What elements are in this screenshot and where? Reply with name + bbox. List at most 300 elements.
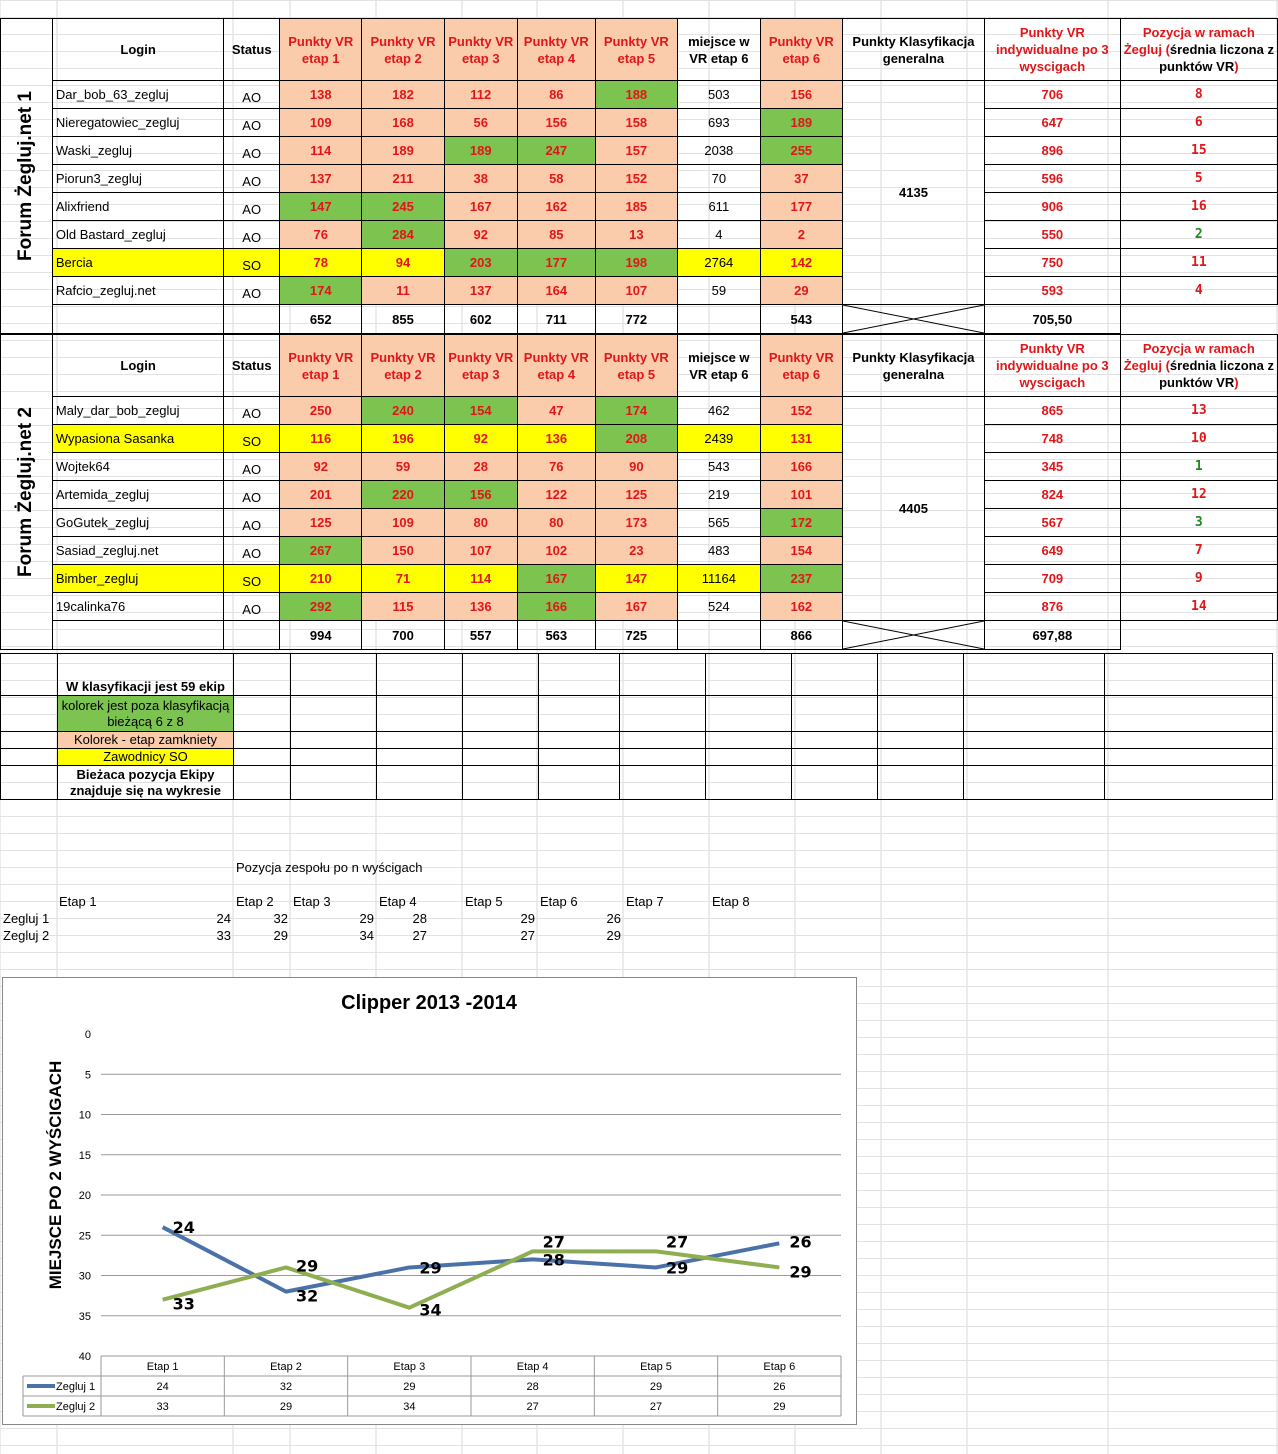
team-position: 5 xyxy=(1120,165,1277,193)
place-etap-6: 11164 xyxy=(677,565,760,593)
place-etap-6: 693 xyxy=(677,109,760,137)
points-etap-3: 137 xyxy=(444,277,517,305)
login-cell[interactable]: Alixfriend xyxy=(52,193,223,221)
team-position: 11 xyxy=(1120,249,1277,277)
points-etap-3: 56 xyxy=(444,109,517,137)
place-etap-6: 524 xyxy=(677,593,760,621)
individual-points: 649 xyxy=(984,537,1120,565)
crossed-cell xyxy=(842,305,984,334)
y-tick-label: 15 xyxy=(78,1149,91,1162)
team-name: Forum Żegluj.net 1 xyxy=(15,91,37,261)
status-cell: AO xyxy=(224,537,280,565)
data-label: 27 xyxy=(542,1232,565,1252)
individual-points: 906 xyxy=(984,193,1120,221)
points-etap-3: 136 xyxy=(444,593,517,621)
points-etap-6: 131 xyxy=(760,425,842,453)
points-etap-2: 189 xyxy=(362,137,444,165)
total-etap-7: 866 xyxy=(760,621,842,650)
team-position: 6 xyxy=(1120,109,1277,137)
total-etap-3: 602 xyxy=(444,305,517,334)
header-ind: Punkty VR indywidualne po 3 wyscigach xyxy=(984,335,1120,397)
status-cell: AO xyxy=(224,453,280,481)
team-position: 15 xyxy=(1120,137,1277,165)
team-position: 10 xyxy=(1120,425,1277,453)
points-etap-3: 156 xyxy=(444,481,517,509)
points-etap-6: 37 xyxy=(760,165,842,193)
status-cell: SO xyxy=(224,565,280,593)
total-etap-6 xyxy=(677,305,760,334)
points-etap-6: 237 xyxy=(760,565,842,593)
team-name-cell xyxy=(1,19,53,334)
points-etap-3: 189 xyxy=(444,137,517,165)
team-position: 1 xyxy=(1120,453,1277,481)
login-cell[interactable]: 19calinka76 xyxy=(52,593,223,621)
data-table-value: 32 xyxy=(279,1381,293,1393)
x-category-label: Etap 3 xyxy=(393,1361,426,1373)
data-label: 34 xyxy=(419,1300,442,1320)
chart-title: Clipper 2013 -2014 xyxy=(341,992,517,1014)
x-category-label: Etap 5 xyxy=(640,1361,672,1373)
total-etap-5: 772 xyxy=(595,305,677,334)
individual-points: 647 xyxy=(984,109,1120,137)
points-etap-6: 255 xyxy=(760,137,842,165)
points-etap-1: 109 xyxy=(280,109,362,137)
team-position: 3 xyxy=(1120,509,1277,537)
header-e1: Punkty VR etap 1 xyxy=(280,335,362,397)
team-average: 705,50 xyxy=(984,305,1120,334)
status-cell: AO xyxy=(224,137,280,165)
team-position: 7 xyxy=(1120,537,1277,565)
points-etap-6: 142 xyxy=(760,249,842,277)
points-etap-5: 13 xyxy=(595,221,677,249)
table-row xyxy=(1,481,1278,509)
y-tick-label: 0 xyxy=(84,1029,91,1041)
table-row xyxy=(1,537,1278,565)
login-cell[interactable]: Nieregatowiec_zegluj xyxy=(52,109,223,137)
points-etap-1: 125 xyxy=(280,509,362,537)
header-e4: Punkty VR etap 4 xyxy=(517,19,595,81)
individual-points: 706 xyxy=(984,81,1120,109)
place-etap-6: 503 xyxy=(677,81,760,109)
summary-title: Pozycja zespołu po n wyścigach xyxy=(236,860,423,875)
legend-table xyxy=(0,653,1273,800)
summary-value: 34 xyxy=(359,928,374,943)
summary-row-name: Zegluj 1 xyxy=(3,911,50,926)
data-label: 29 xyxy=(296,1256,319,1276)
points-etap-2: 240 xyxy=(362,397,444,425)
header-m6: miejsce w VR etap 6 xyxy=(677,335,760,397)
total-etap-3: 557 xyxy=(444,621,517,650)
team-position: 9 xyxy=(1120,565,1277,593)
x-category-label: Etap 6 xyxy=(763,1361,796,1373)
klasyfikacja-value: 4135 xyxy=(842,81,984,305)
individual-points: 824 xyxy=(984,481,1120,509)
points-etap-6: 172 xyxy=(760,509,842,537)
points-etap-5: 157 xyxy=(595,137,677,165)
team-position: 4 xyxy=(1120,277,1277,305)
x-category-label: Etap 1 xyxy=(146,1361,179,1373)
points-etap-6: 29 xyxy=(760,277,842,305)
login-cell[interactable]: Artemida_zegluj xyxy=(52,481,223,509)
points-etap-2: 211 xyxy=(362,165,444,193)
table-row xyxy=(1,109,1278,137)
data-table-value: 29 xyxy=(649,1381,663,1393)
header-e6: Punkty VR etap 6 xyxy=(760,335,842,397)
data-label: 33 xyxy=(172,1294,195,1314)
points-etap-6: 156 xyxy=(760,81,842,109)
klasyfikacja-value: 4405 xyxy=(842,397,984,621)
data-table-value: 26 xyxy=(773,1381,786,1393)
points-etap-5: 147 xyxy=(595,565,677,593)
data-table-value: 27 xyxy=(526,1401,539,1413)
points-etap-4: 136 xyxy=(517,425,595,453)
points-etap-1: 174 xyxy=(280,277,362,305)
data-table-value: 28 xyxy=(526,1381,539,1393)
points-etap-6: 162 xyxy=(760,593,842,621)
points-etap-3: 92 xyxy=(444,221,517,249)
points-etap-2: 245 xyxy=(362,193,444,221)
summary-row-name: Zegluj 2 xyxy=(3,928,50,943)
data-table-value: 33 xyxy=(156,1401,169,1413)
team-position: 16 xyxy=(1120,193,1277,221)
table-row xyxy=(1,277,1278,305)
individual-points: 865 xyxy=(984,397,1120,425)
data-table-value: 34 xyxy=(403,1401,416,1413)
points-etap-1: 76 xyxy=(280,221,362,249)
points-etap-3: 154 xyxy=(444,397,517,425)
points-etap-5: 23 xyxy=(595,537,677,565)
points-etap-1: 292 xyxy=(280,593,362,621)
header-login: Login xyxy=(52,335,223,397)
status-cell: AO xyxy=(224,165,280,193)
data-table-value: 29 xyxy=(403,1381,416,1393)
login-cell[interactable]: GoGutek_zegluj xyxy=(52,509,223,537)
login-cell[interactable]: Wypasiona Sasanka xyxy=(52,425,223,453)
individual-points: 750 xyxy=(984,249,1120,277)
points-etap-4: 162 xyxy=(517,193,595,221)
points-etap-3: 167 xyxy=(444,193,517,221)
place-etap-6: 462 xyxy=(677,397,760,425)
legend-count: W klasyfikacji jest 59 ekip xyxy=(58,654,234,696)
points-etap-2: 284 xyxy=(362,221,444,249)
summary-value: 33 xyxy=(216,928,231,943)
x-category-label: Etap 2 xyxy=(270,1361,302,1373)
points-etap-4: 177 xyxy=(517,249,595,277)
table-row xyxy=(1,221,1278,249)
status-cell: SO xyxy=(224,249,280,277)
summary-value: 29 xyxy=(520,911,535,926)
login-cell[interactable]: Piorun3_zegluj xyxy=(52,165,223,193)
points-etap-2: 168 xyxy=(362,109,444,137)
points-etap-5: 185 xyxy=(595,193,677,221)
points-etap-1: 116 xyxy=(280,425,362,453)
table-row xyxy=(1,425,1278,453)
points-etap-2: 150 xyxy=(362,537,444,565)
team-position: 12 xyxy=(1120,481,1277,509)
place-etap-6: 611 xyxy=(677,193,760,221)
points-etap-1: 137 xyxy=(280,165,362,193)
points-etap-5: 173 xyxy=(595,509,677,537)
header-ind: Punkty VR indywidualne po 3 wyscigach xyxy=(984,19,1120,81)
status-cell: AO xyxy=(224,481,280,509)
place-etap-6: 543 xyxy=(677,453,760,481)
login-cell[interactable]: Bercia xyxy=(52,249,223,277)
points-etap-2: 115 xyxy=(362,593,444,621)
header-m6: miejsce w VR etap 6 xyxy=(677,19,760,81)
data-label: 32 xyxy=(296,1286,319,1306)
data-label: 29 xyxy=(666,1258,689,1278)
place-etap-6: 565 xyxy=(677,509,760,537)
points-etap-2: 59 xyxy=(362,453,444,481)
status-cell: AO xyxy=(224,81,280,109)
points-etap-2: 220 xyxy=(362,481,444,509)
points-etap-5: 125 xyxy=(595,481,677,509)
header-e6: Punkty VR etap 6 xyxy=(760,19,842,81)
team-table-2 xyxy=(0,334,1278,650)
team-table-1 xyxy=(0,18,1278,334)
header-status: Status xyxy=(224,19,280,81)
points-etap-3: 92 xyxy=(444,425,517,453)
summary-value: 29 xyxy=(606,928,621,943)
header-status: Status xyxy=(224,335,280,397)
points-etap-4: 247 xyxy=(517,137,595,165)
data-table-value: 29 xyxy=(773,1401,786,1413)
points-etap-1: 201 xyxy=(280,481,362,509)
table-row xyxy=(1,453,1278,481)
points-etap-5: 152 xyxy=(595,165,677,193)
place-etap-6: 70 xyxy=(677,165,760,193)
summary-etap-label: Etap 7 xyxy=(626,894,664,909)
points-etap-4: 166 xyxy=(517,593,595,621)
individual-points: 345 xyxy=(984,453,1120,481)
points-etap-2: 109 xyxy=(362,509,444,537)
place-etap-6: 4 xyxy=(677,221,760,249)
team-position: 2 xyxy=(1120,221,1277,249)
summary-value: 29 xyxy=(359,911,374,926)
points-etap-2: 182 xyxy=(362,81,444,109)
points-etap-3: 107 xyxy=(444,537,517,565)
header-login: Login xyxy=(52,19,223,81)
header-klas: Punkty Klasyfikacja generalna xyxy=(842,19,984,81)
total-etap-4: 711 xyxy=(517,305,595,334)
team-name-cell xyxy=(1,335,53,650)
summary-etap-label: Etap 8 xyxy=(712,894,750,909)
individual-points: 567 xyxy=(984,509,1120,537)
status-cell: AO xyxy=(224,193,280,221)
points-etap-6: 189 xyxy=(760,109,842,137)
points-etap-3: 112 xyxy=(444,81,517,109)
legend-series-name: Zegluj 1 xyxy=(56,1381,96,1393)
summary-value: 27 xyxy=(412,928,427,943)
data-label: 26 xyxy=(789,1232,812,1252)
total-etap-1: 652 xyxy=(280,305,362,334)
totals-row xyxy=(1,305,1278,334)
header-e3: Punkty VR etap 3 xyxy=(444,19,517,81)
status-cell: AO xyxy=(224,593,280,621)
login-cell[interactable]: Rafcio_zegluj.net xyxy=(52,277,223,305)
status-cell: AO xyxy=(224,397,280,425)
points-etap-4: 86 xyxy=(517,81,595,109)
individual-points: 748 xyxy=(984,425,1120,453)
legend-series-name: Zegluj 2 xyxy=(56,1401,96,1413)
points-etap-4: 164 xyxy=(517,277,595,305)
total-etap-1: 994 xyxy=(280,621,362,650)
header-pozycja: Pozycja w ramach Żegluj (średnia liczona z punktów VR) xyxy=(1120,19,1277,81)
individual-points: 550 xyxy=(984,221,1120,249)
login-cell[interactable]: Sasiad_zegluj.net xyxy=(52,537,223,565)
team-position: 8 xyxy=(1120,81,1277,109)
points-etap-2: 196 xyxy=(362,425,444,453)
points-etap-1: 250 xyxy=(280,397,362,425)
total-etap-2: 700 xyxy=(362,621,444,650)
points-etap-6: 2 xyxy=(760,221,842,249)
points-etap-4: 47 xyxy=(517,397,595,425)
total-etap-2: 855 xyxy=(362,305,444,334)
login-cell[interactable]: Waski_zegluj xyxy=(52,137,223,165)
status-cell: AO xyxy=(224,109,280,137)
header-klas: Punkty Klasyfikacja generalna xyxy=(842,335,984,397)
data-label: 28 xyxy=(542,1250,565,1270)
points-etap-3: 28 xyxy=(444,453,517,481)
points-etap-5: 188 xyxy=(595,81,677,109)
place-etap-6: 219 xyxy=(677,481,760,509)
summary-etap-label: Etap 4 xyxy=(379,894,417,909)
points-etap-5: 158 xyxy=(595,109,677,137)
data-label: 27 xyxy=(666,1232,689,1252)
total-etap-5: 725 xyxy=(595,621,677,650)
table-row xyxy=(1,397,1278,425)
y-tick-label: 5 xyxy=(84,1069,91,1082)
points-etap-4: 156 xyxy=(517,109,595,137)
points-etap-1: 210 xyxy=(280,565,362,593)
table-row xyxy=(1,565,1278,593)
place-etap-6: 2764 xyxy=(677,249,760,277)
individual-points: 896 xyxy=(984,137,1120,165)
total-etap-6 xyxy=(677,621,760,650)
points-etap-4: 122 xyxy=(517,481,595,509)
table-row xyxy=(1,137,1278,165)
total-etap-4: 563 xyxy=(517,621,595,650)
points-etap-6: 152 xyxy=(760,397,842,425)
points-etap-4: 102 xyxy=(517,537,595,565)
legend-pink: Kolorek - etap zamkniety xyxy=(58,732,234,749)
header-pozycja: Pozycja w ramach Żegluj (średnia liczona z punktów VR) xyxy=(1120,335,1277,397)
points-etap-3: 38 xyxy=(444,165,517,193)
chart-container[interactable] xyxy=(2,977,857,1425)
status-cell: AO xyxy=(224,277,280,305)
summary-etap-label: Etap 3 xyxy=(293,894,331,909)
points-etap-5: 107 xyxy=(595,277,677,305)
y-tick-label: 25 xyxy=(78,1230,91,1243)
table-row xyxy=(1,165,1278,193)
header-e5: Punkty VR etap 5 xyxy=(595,335,677,397)
points-etap-3: 80 xyxy=(444,509,517,537)
summary-etap-label: Etap 1 xyxy=(59,894,97,909)
table-row xyxy=(1,509,1278,537)
points-etap-6: 154 xyxy=(760,537,842,565)
data-label: 29 xyxy=(419,1258,442,1278)
summary-value: 28 xyxy=(412,911,427,926)
table-row xyxy=(1,249,1278,277)
login-cell[interactable]: Dar_bob_63_zegluj xyxy=(52,81,223,109)
points-etap-4: 58 xyxy=(517,165,595,193)
place-etap-6: 2038 xyxy=(677,137,760,165)
y-axis-label: MIEJSCE PO 2 WYŚCIGACH xyxy=(46,1060,65,1290)
individual-points: 593 xyxy=(984,277,1120,305)
line-chart xyxy=(3,978,856,1424)
points-etap-3: 114 xyxy=(444,565,517,593)
place-etap-6: 2439 xyxy=(677,425,760,453)
points-etap-3: 203 xyxy=(444,249,517,277)
data-label: 24 xyxy=(172,1218,195,1238)
y-tick-label: 40 xyxy=(78,1351,91,1363)
team-average: 697,88 xyxy=(984,621,1120,650)
points-etap-1: 267 xyxy=(280,537,362,565)
points-etap-1: 78 xyxy=(280,249,362,277)
points-etap-1: 138 xyxy=(280,81,362,109)
individual-points: 709 xyxy=(984,565,1120,593)
team-position: 14 xyxy=(1120,593,1277,621)
points-etap-1: 147 xyxy=(280,193,362,221)
total-etap-7: 543 xyxy=(760,305,842,334)
points-etap-1: 92 xyxy=(280,453,362,481)
legend-note: Bieżaca pozycja Ekipy znajduje się na wykresie xyxy=(58,766,234,800)
summary-value: 26 xyxy=(606,911,621,926)
login-cell[interactable]: Bimber_zegluj xyxy=(52,565,223,593)
points-etap-2: 71 xyxy=(362,565,444,593)
crossed-cell xyxy=(842,621,984,650)
individual-points: 876 xyxy=(984,593,1120,621)
table-row xyxy=(1,193,1278,221)
y-tick-label: 30 xyxy=(78,1270,91,1283)
header-e4: Punkty VR etap 4 xyxy=(517,335,595,397)
header-e3: Punkty VR etap 3 xyxy=(444,335,517,397)
data-table-value: 27 xyxy=(649,1401,663,1413)
points-etap-5: 90 xyxy=(595,453,677,481)
legend-green: kolorek jest poza klasyfikacją bieżącą 6 z 8 xyxy=(58,696,234,732)
login-cell[interactable]: Wojtek64 xyxy=(52,453,223,481)
points-etap-4: 167 xyxy=(517,565,595,593)
header-e2: Punkty VR etap 2 xyxy=(362,335,444,397)
login-cell[interactable]: Old Bastard_zegluj xyxy=(52,221,223,249)
team-position: 13 xyxy=(1120,397,1277,425)
summary-value: 24 xyxy=(216,911,231,926)
status-cell: SO xyxy=(224,425,280,453)
points-etap-6: 101 xyxy=(760,481,842,509)
table-row xyxy=(1,593,1278,621)
place-etap-6: 483 xyxy=(677,537,760,565)
summary-etap-label: Etap 2 xyxy=(236,894,274,909)
points-etap-5: 198 xyxy=(595,249,677,277)
points-etap-4: 85 xyxy=(517,221,595,249)
y-tick-label: 10 xyxy=(78,1109,91,1122)
status-cell: AO xyxy=(224,509,280,537)
summary-etap-label: Etap 5 xyxy=(465,894,503,909)
points-etap-6: 177 xyxy=(760,193,842,221)
summary-value: 32 xyxy=(273,911,288,926)
points-etap-4: 76 xyxy=(517,453,595,481)
points-etap-4: 80 xyxy=(517,509,595,537)
header-e5: Punkty VR etap 5 xyxy=(595,19,677,81)
data-table-value: 29 xyxy=(279,1401,293,1413)
points-etap-2: 11 xyxy=(362,277,444,305)
y-tick-label: 35 xyxy=(78,1310,91,1323)
points-etap-2: 94 xyxy=(362,249,444,277)
status-cell: AO xyxy=(224,221,280,249)
login-cell[interactable]: Maly_dar_bob_zegluj xyxy=(52,397,223,425)
y-tick-label: 20 xyxy=(78,1190,91,1202)
place-etap-6: 59 xyxy=(677,277,760,305)
